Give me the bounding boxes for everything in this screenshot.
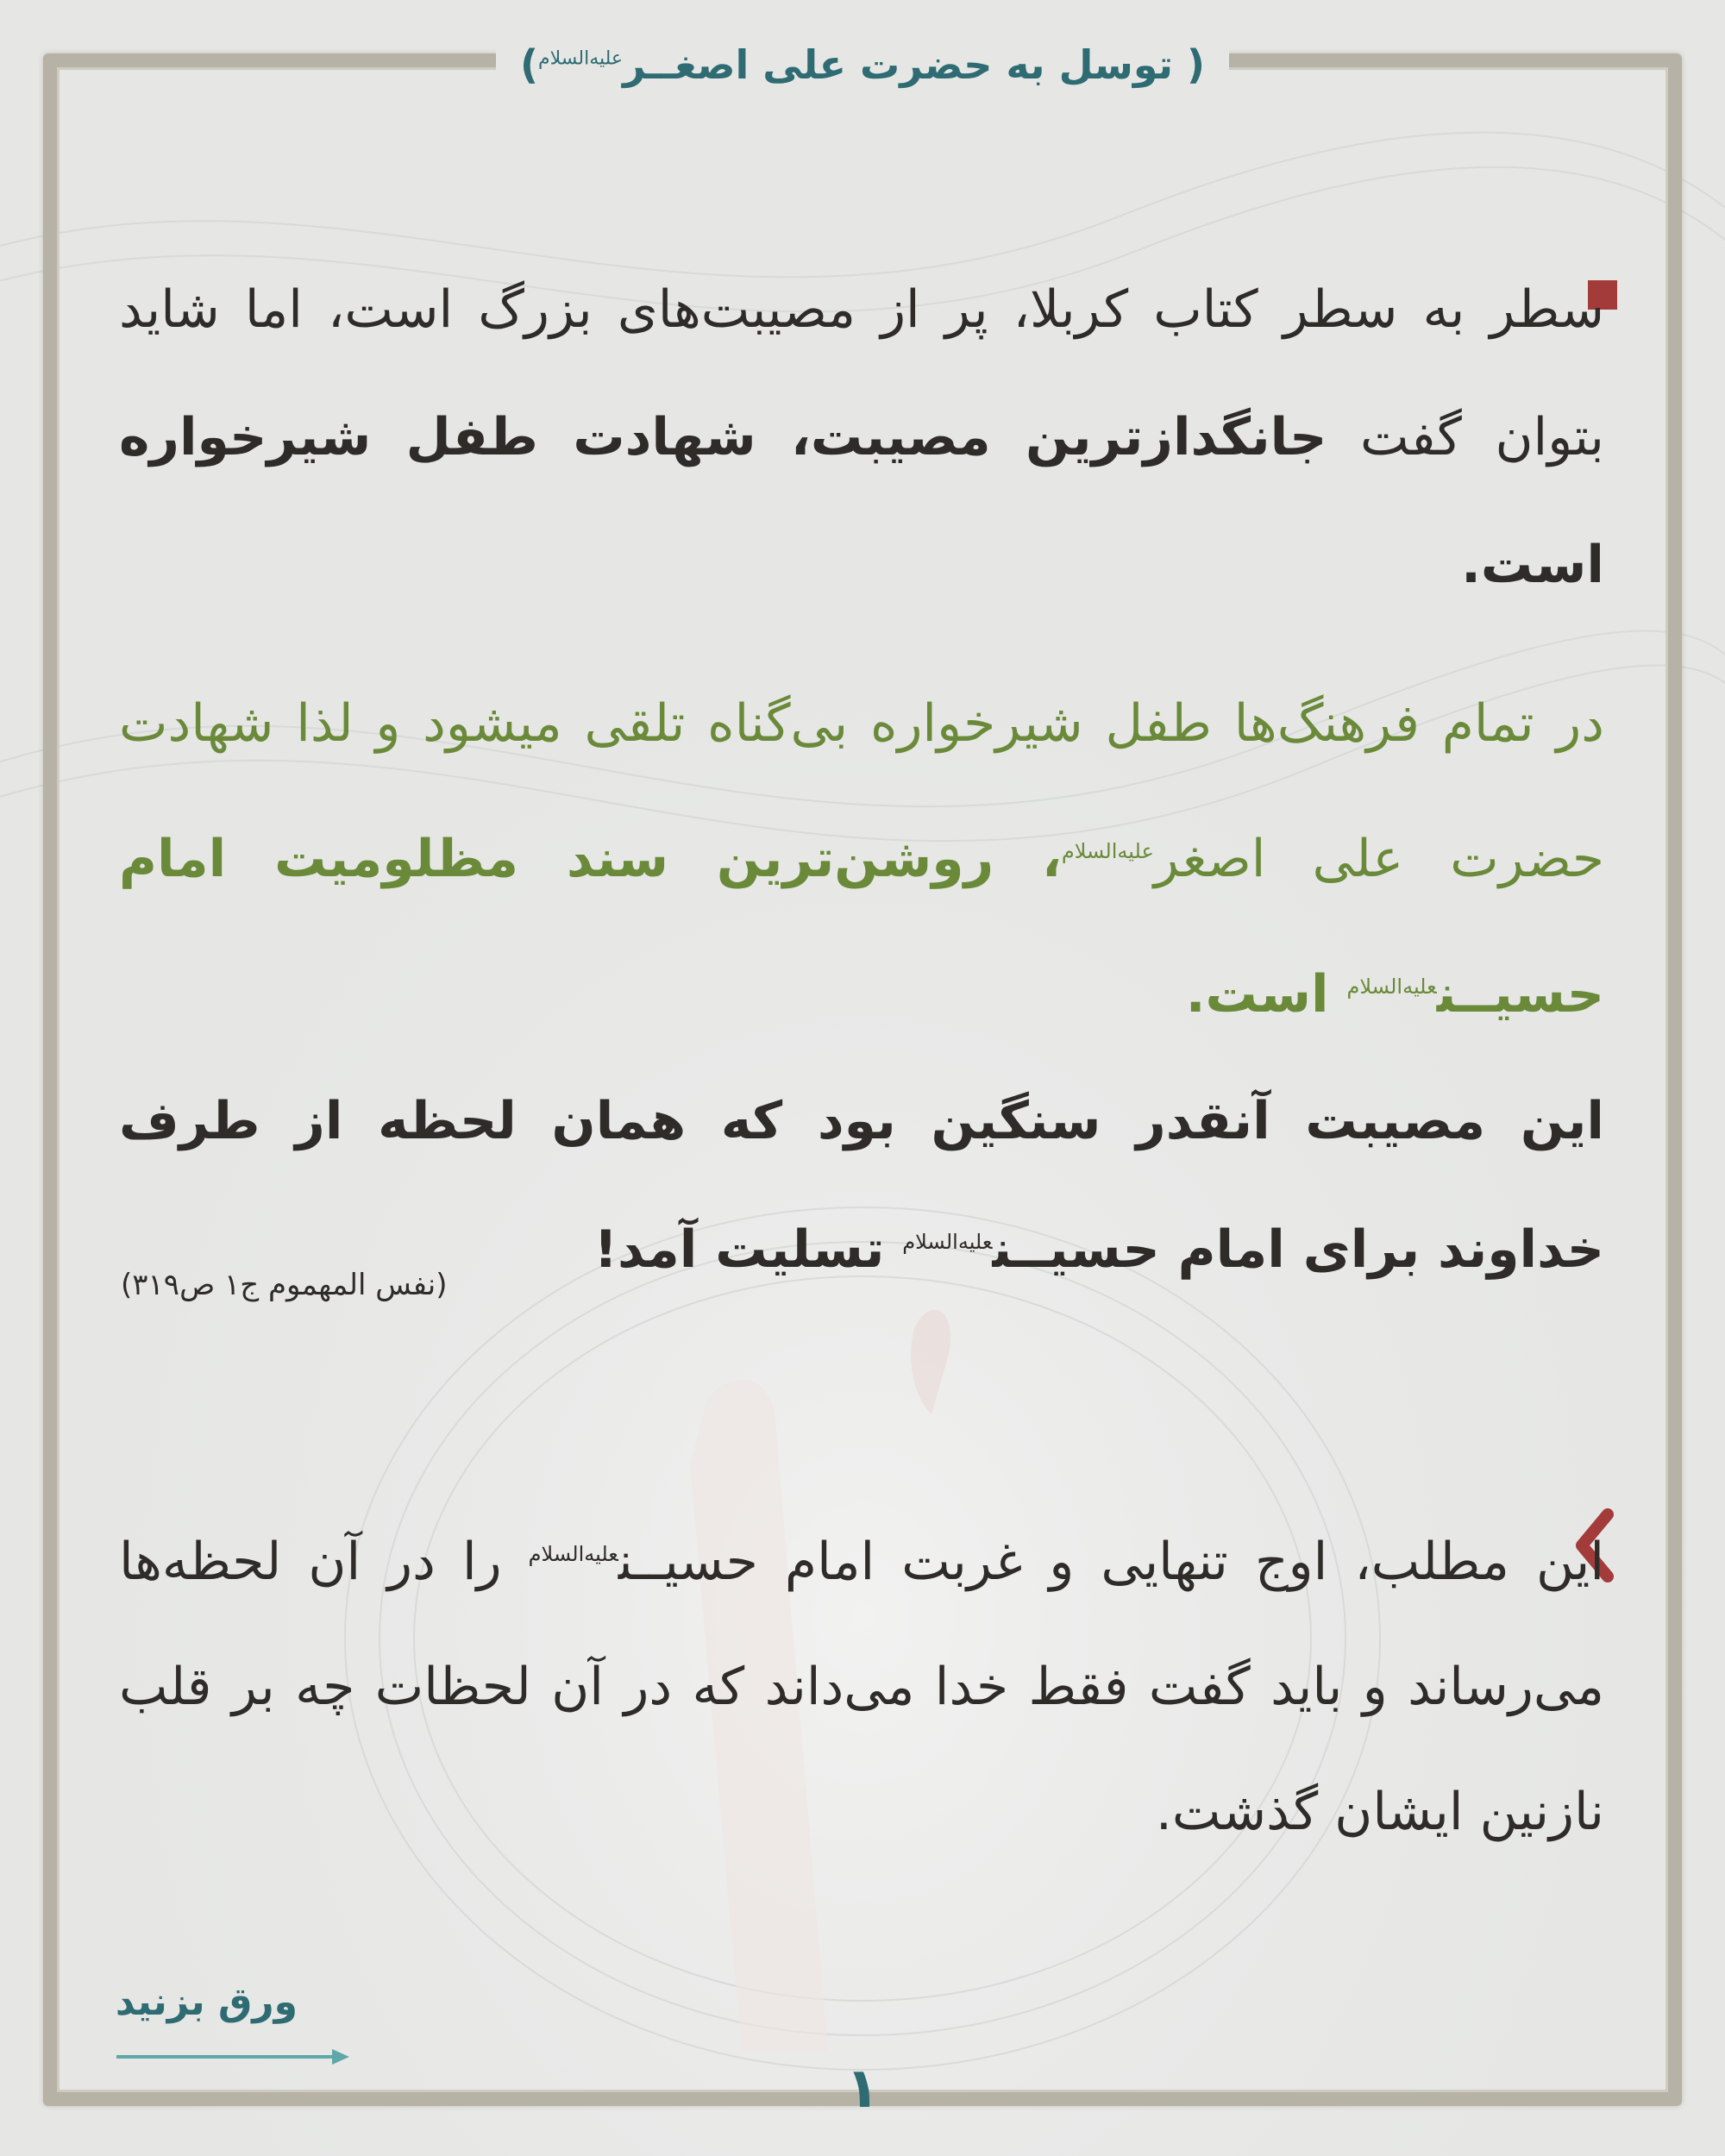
- paragraph-1-bold: جانگدازترین مصیبت، شهادت طفل شیرخواره است.: [119, 407, 1604, 595]
- paragraph-1: [119, 246, 1604, 629]
- paragraph-1-text: سطر به سطر کتاب کربلا، پر از مصیبت‌های بزرگ است، اما شاید بتوان گفت: [119, 279, 1604, 467]
- paragraph-2: [119, 660, 1604, 1058]
- paragraph-2-bold: ، روشن‌ترین سند مظلومیت امام حسیــن: [119, 829, 1604, 1025]
- paragraph-2-honorific: علیه‌السلام: [1061, 839, 1154, 863]
- paragraph-2-bold-honorific: علیه‌السلام: [1346, 975, 1437, 999]
- paragraph-4-text: این مطلب، اوج تنهایی و غربت امام حسیــن: [618, 1532, 1605, 1592]
- title-close-paren: ): [519, 41, 538, 88]
- title-text: ( توسل به حضرت علی اصغــر: [623, 41, 1206, 88]
- paragraph-3-text: این مصیبت آنقدر سنگین بود که همان لحظه از طرف خداوند برای امام حسیــن: [119, 1091, 1604, 1280]
- paragraph-4: [119, 1492, 1604, 1875]
- paragraph-4-honorific: علیه‌السلام: [528, 1542, 618, 1566]
- page-title: [496, 41, 1229, 88]
- page-number: ۱: [845, 2057, 880, 2121]
- paragraph-4-text-end: را در آن لحظه‌ها می‌رساند و باید گفت فقط خدا می‌داند که در آن لحظات چه بر قلب نازنین ایشان گذشت.: [119, 1532, 1604, 1842]
- reference-citation: (نفس المهموم ج۱ ص۳۱۹): [121, 1268, 448, 1302]
- paragraph-2-bold-end: است.: [1185, 964, 1347, 1025]
- paragraph-2-text: در تمام فرهنگ‌ها طفل شیرخواره بی‌گناه تلقی میشود و لذا شهادت حضرت علی اصغر: [119, 693, 1604, 889]
- turn-page-label[interactable]: ورق بزنید: [115, 1980, 298, 2024]
- header: [0, 26, 1725, 103]
- paragraph-3-text-end: تسلیت آمد!: [593, 1219, 903, 1280]
- title-honorific: علیه‌السلام: [538, 47, 624, 70]
- paragraph-3-honorific: علیه‌السلام: [902, 1230, 993, 1254]
